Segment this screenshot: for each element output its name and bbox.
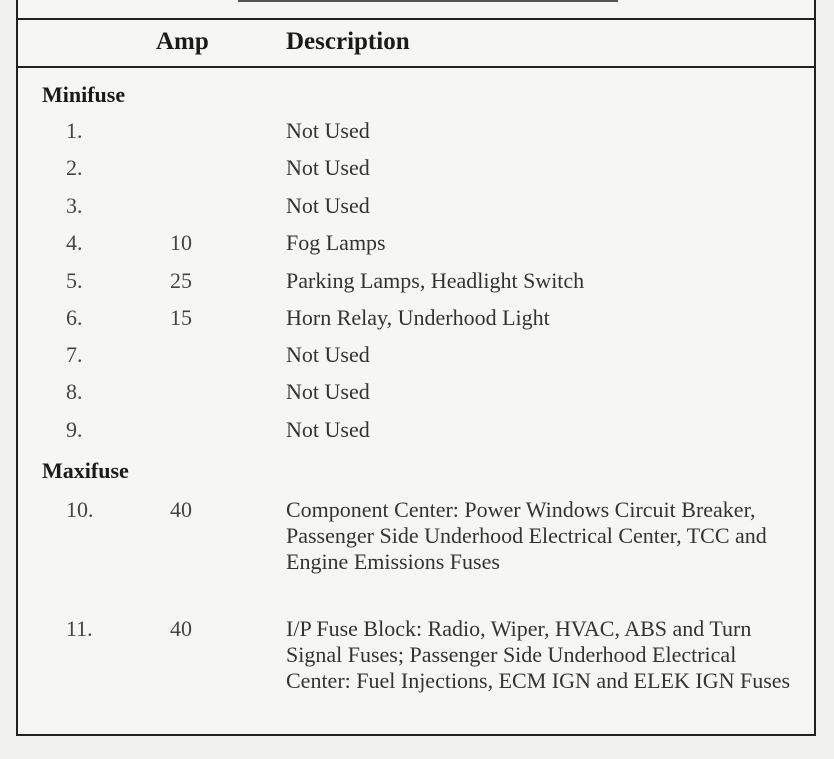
- fuse-number: 6.: [66, 305, 83, 330]
- fuse-description: Parking Lamps, Headlight Switch: [286, 268, 585, 293]
- fuse-description: I/P Fuse Block: Radio, Wiper, HVAC, ABS and Turn Signal Fuses; Passenger Side Underhood Electrical Center: Fuel Injections, ECM IGN and ELEK IGN Fuses: [286, 616, 791, 693]
- fuse-amp: 15: [170, 305, 192, 330]
- table-header: [18, 18, 814, 68]
- fuse-number: 3.: [66, 193, 83, 218]
- fuse-number: 7.: [66, 342, 83, 367]
- fuse-amp: 25: [170, 268, 192, 293]
- cropped-title-edge: [238, 0, 618, 2]
- fuse-amp: 10: [170, 230, 192, 255]
- fuse-description: Not Used: [286, 155, 370, 180]
- fuse-number: 10.: [66, 497, 94, 522]
- fuse-number: 9.: [66, 417, 83, 442]
- fuse-number: 8.: [66, 379, 83, 404]
- fuse-number: 2.: [66, 155, 83, 180]
- fuse-description: Component Center: Power Windows Circuit Breaker, Passenger Side Underhood Electrical Center, TCC and Engine Emissions Fuses: [286, 497, 767, 574]
- fuse-description: Not Used: [286, 379, 370, 404]
- fuse-number: 4.: [66, 230, 83, 255]
- fuse-table: [16, 0, 816, 736]
- section-title-maxifuse: Maxifuse: [42, 458, 129, 483]
- fuse-number: 1.: [66, 118, 83, 143]
- fuse-description: Fog Lamps: [286, 230, 386, 255]
- fuse-amp: 40: [170, 616, 192, 641]
- fuse-description: Not Used: [286, 417, 370, 442]
- fuse-description: Not Used: [286, 193, 370, 218]
- fuse-description: Not Used: [286, 342, 370, 367]
- header-amp: Amp: [156, 28, 209, 55]
- fuse-description: Horn Relay, Underhood Light: [286, 305, 550, 330]
- fuse-amp: 40: [170, 497, 192, 522]
- fuse-description: Not Used: [286, 118, 370, 143]
- fuse-number: 5.: [66, 268, 83, 293]
- fuse-number: 11.: [66, 616, 93, 641]
- header-description: Description: [286, 28, 410, 55]
- section-title-minifuse: Minifuse: [42, 82, 126, 107]
